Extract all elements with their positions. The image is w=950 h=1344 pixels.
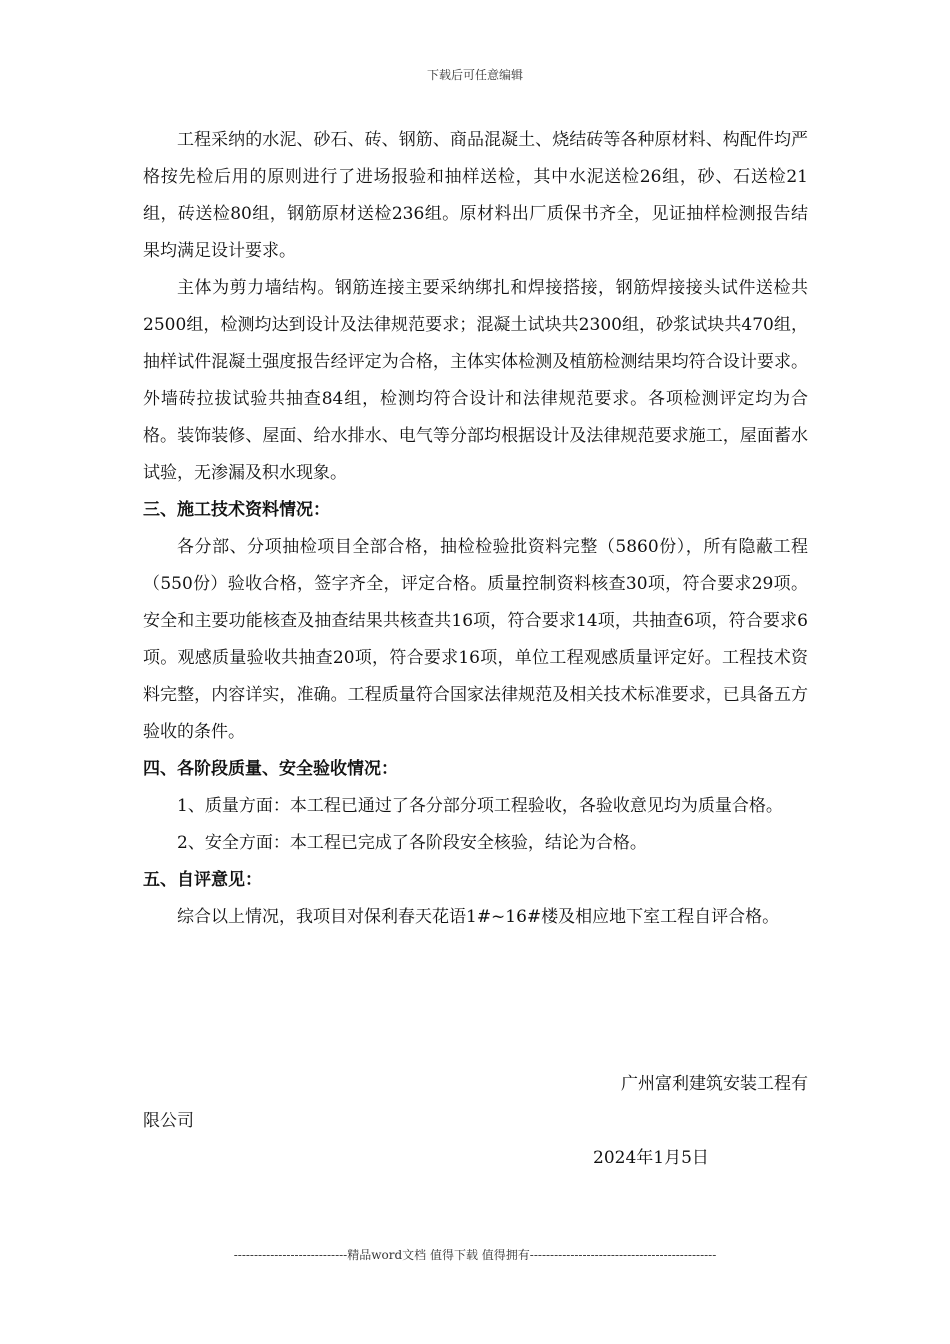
signature-date: 2024年1月5日 xyxy=(593,1148,709,1168)
section-heading-self-evaluation: 五、自评意见： xyxy=(143,870,262,890)
paragraph-technical-data: 各分部、分项抽检项目全部合格，抽检检验批资料完整（5860份），所有隐蔽工程（550份）验收合格，签字齐全，评定合格。质量控制资料核查30项，符合要求29项。安全和主要功能核查及抽查结果共核查共16项，符合要求14项，共抽查6项，符合要求6项。观感质量验收共抽查20项，符合要求16项，单位工程观感质量评定好。工程技术资料完整，内容详实，准确。工程质量符合国家法律规范及相关技术标准要求，已具备五方验收的条件。 xyxy=(143,537,808,742)
company-name-line2: 限公司 xyxy=(143,1111,194,1131)
paragraph-structure: 主体为剪力墙结构。钢筋连接主要采纳绑扎和焊接搭接，钢筋焊接接头试件送检共2500组，检测均达到设计及法律规范要求；混凝土试块共2300组，砂浆试块共470组，抽样试件混凝土强度报告经评定为合格，主体实体检测及植筋检测结果均符合设计要求。外墙砖拉拔试验共抽查84组，检测均符合设计和法律规范要求。各项检测评定均为合格。装饰装修、屋面、给水排水、电气等分部均根据设计及法律规范要求施工，屋面蓄水试验，无渗漏及积水现象。 xyxy=(143,278,808,483)
paragraph-safety: 2、安全方面：本工程已完成了各阶段安全核验，结论为合格。 xyxy=(177,833,647,853)
paragraph-quality: 1、质量方面：本工程已通过了各分部分项工程验收，各验收意见均为质量合格。 xyxy=(177,796,783,816)
paragraph-self-evaluation: 综合以上情况，我项目对保利春天花语1#~16#楼及相应地下室工程自评合格。 xyxy=(177,907,780,927)
section-heading-acceptance: 四、各阶段质量、安全验收情况： xyxy=(143,759,398,779)
signature-block xyxy=(143,1066,808,1177)
section-heading-technical-data: 三、施工技术资料情况： xyxy=(143,500,330,520)
page-header: 下载后可任意编辑 xyxy=(426,68,523,82)
document-body xyxy=(143,122,808,936)
paragraph-materials: 工程采纳的水泥、砂石、砖、钢筋、商品混凝土、烧结砖等各种原材料、构配件均严格按先检后用的原则进行了进场报验和抽样送检，其中水泥送检26组，砂、石送检21组，砖送检80组，钢筋原材送检236组。原材料出厂质保书齐全，见证抽样检测报告结果均满足设计要求。 xyxy=(143,130,808,261)
page-footer: ----------------------------精品word文档 值得下载 值得拥有---------------------------------------------- xyxy=(233,1248,717,1262)
company-name-line1: 广州富利建筑安装工程有 xyxy=(621,1074,808,1094)
